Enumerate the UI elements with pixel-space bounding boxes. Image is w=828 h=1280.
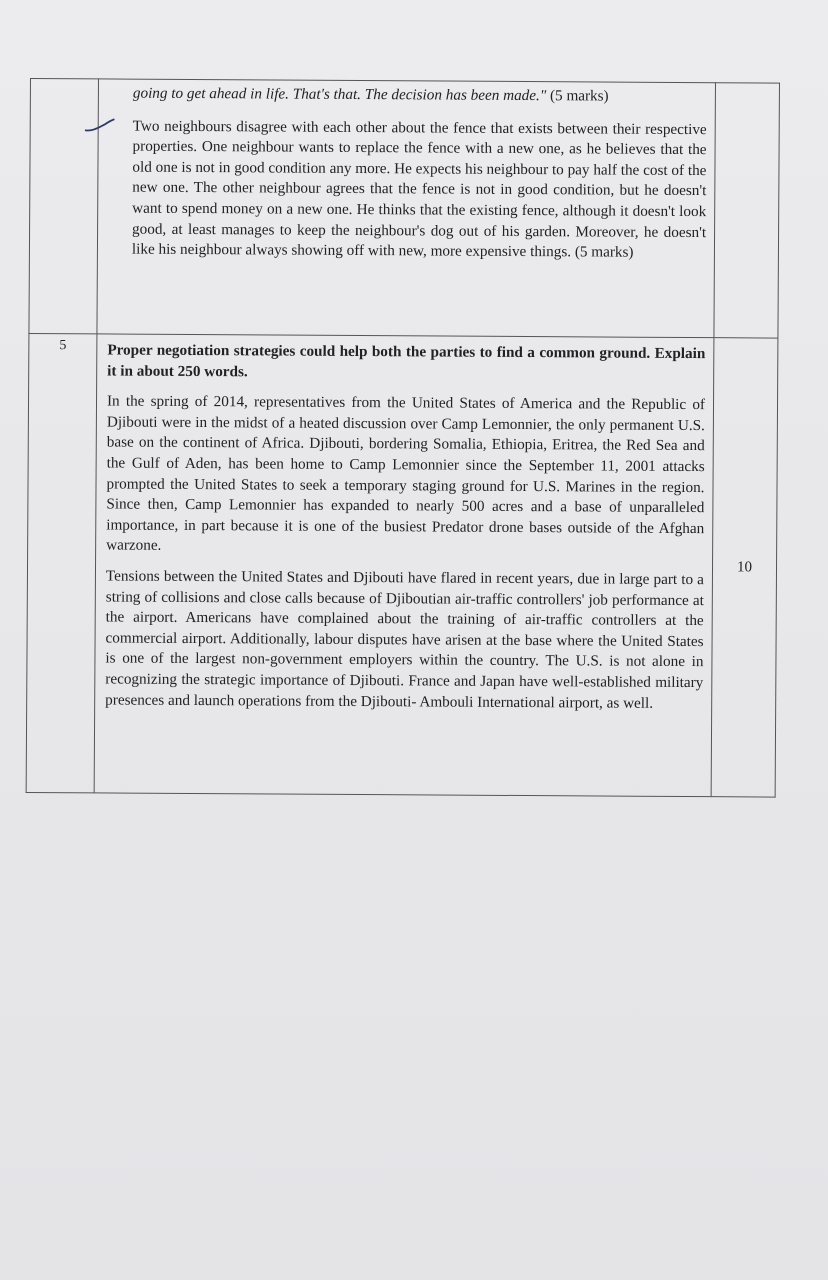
case-paragraph-2: Tensions between the United States and Djibouti have flared in recent years, due in large part to a string of collisions and close calls because of Djiboutian air-traffic controllers' job performance at the airport. Americans have complained about the training of air-traffic controllers at the commercial airport. Additionally, labour disputes have arisen at the base where the United States is one of the largest non-government employers within the country. The U.S. is not alone in recognizing the strategic importance of Djibouti. France and Japan have well-established military presences and launch operations from the Djibouti- Ambouli International airport, as well.	[105, 567, 705, 712]
quote-end-text: going to get ahead in life. That's that. The decision has been made."	[132, 84, 547, 105]
question-row-continuation	[29, 79, 780, 339]
question-5-content	[94, 334, 714, 797]
scenario-b-body: Two neighbours disagree with each other about the fence that exists between their respective properties. One neighbour wants to replace the fence with a new one, as he believes that the old one is not in good condition any more. He expects his neighbour to pay half the cost of the new one. The other neighbour agrees that the fence is not in good condition, but he doesn't want to spend money on a new one. He thinks that the existing fence, although it doesn't look good, at least manages to keep the neighbour's dog out of his garden. Moreover, he doesn't like his neighbour always showing off with new, more expensive things. (5 marks)	[131, 117, 707, 261]
question-prompt: Proper negotiation strategies could help both the parties to find a common ground. Explain it in about 250 words.	[107, 341, 706, 380]
quote-ending	[133, 84, 707, 108]
question-content-cell	[97, 79, 716, 338]
case-paragraph-1: In the spring of 2014, representatives from the United States of America and the Republic of Djibouti were in the midst of a heated discussion over Camp Lemonnier, the only permanent U.S. base on the continent of Africa. Djibouti, bordering Somalia, Ethiopia, Eritrea, the Red Sea and the Gulf of Aden, has been home to Camp Lemonnier since the September 11, 2001 attacks prompted the United States to seek a temporary staging ground for U.S. Marines in the region. Since then, Camp Lemonnier has expanded to nearly 500 acres and a base of unparalleled importance, in part because it is one of the busiest Predator drone bases outside of the Afghan warzone.	[106, 392, 706, 555]
question-marks: 10	[711, 338, 778, 797]
question-number-cell	[29, 79, 99, 334]
handwritten-tick-icon	[85, 118, 115, 132]
question-number: 5	[26, 333, 97, 792]
question-table	[26, 78, 780, 798]
quote-marks: (5 marks)	[549, 87, 609, 105]
marks-cell	[714, 83, 780, 338]
question-row-5	[26, 333, 778, 797]
scenario-b-text	[132, 116, 707, 264]
